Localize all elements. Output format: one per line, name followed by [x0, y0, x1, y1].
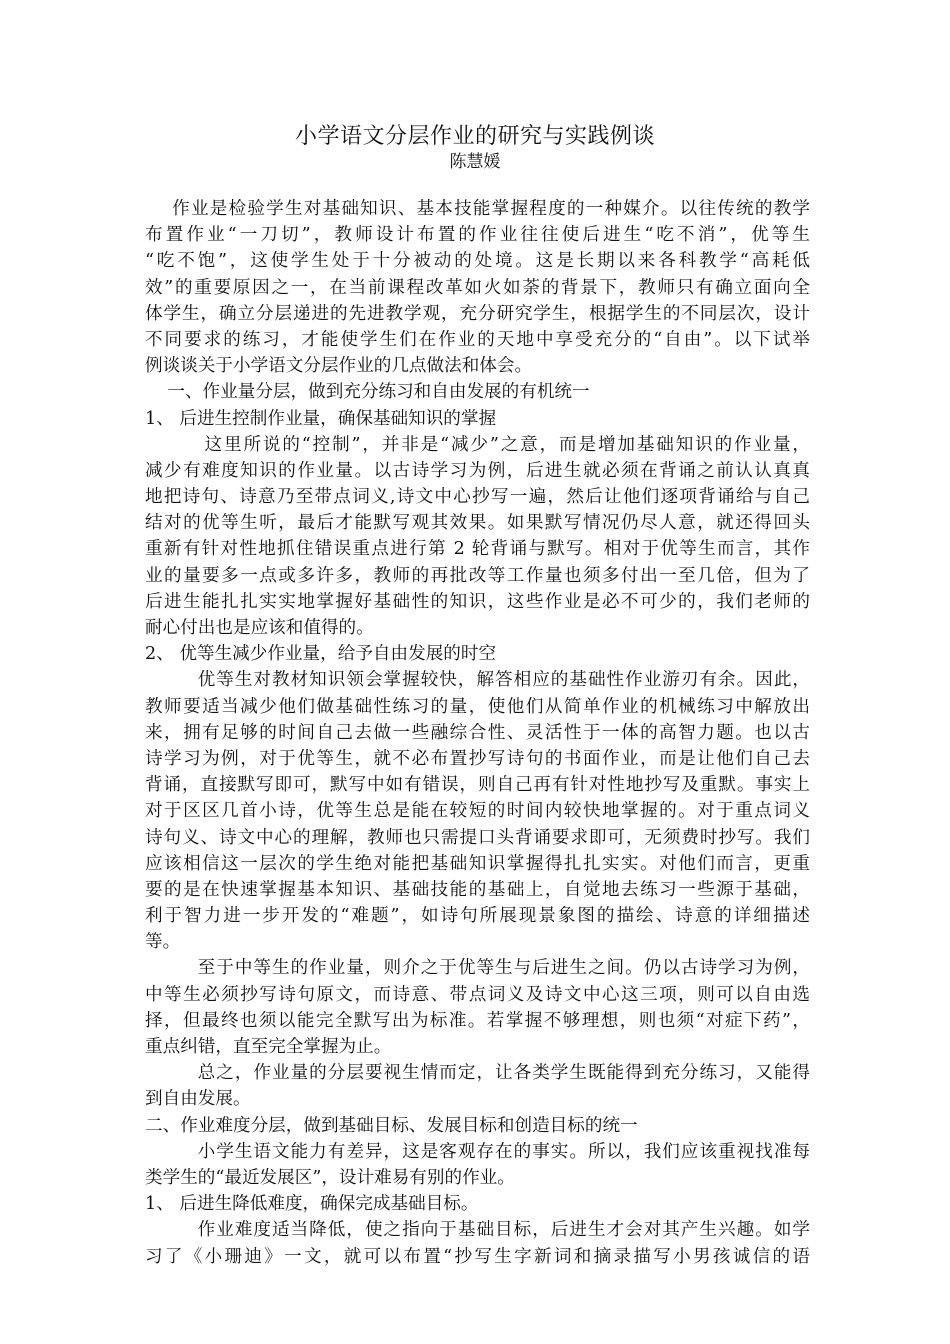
text-line: 体学生，确立分层递进的先进教学观，充分研究学生，根据学生的不同层次，设计 — [145, 303, 810, 324]
text-line: 总之，作业量的分层要视生情而定，让各类学生既能得到充分练习，又能得 — [145, 1063, 810, 1084]
text-line: 1、 后进生降低难度，确保完成基础目标。 — [145, 1194, 479, 1215]
text-line: 择，但最终也须以能完全默写出为标准。若掌握不够理想，则也须“对症下药”， — [145, 1010, 810, 1031]
document-title: 小学语文分层作业的研究与实践例谈 — [294, 124, 655, 149]
text-line: 来，拥有足够的时间自己去做一些融综合性、灵活性于一体的高智力题。也以古 — [145, 722, 810, 743]
text-line: 后进生能扎扎实实地掌握好基础性的知识，这些作业是必不可少的，我们老师的 — [145, 591, 810, 612]
text-line: 应该相信这一层次的学生绝对能把基础知识掌握得扎扎实实。对他们而言，更重 — [145, 853, 810, 874]
text-line: 作业是检验学生对基础知识、基本技能掌握程度的一种媒介。以往传统的教学 — [145, 199, 810, 219]
text-line: 背诵，直接默写即可，默写中如有错误，则自己再有针对性地抄写及重默。事实上 — [145, 775, 810, 796]
text-line: 一、作业量分层，做到充分练习和自由发展的有机统一 — [145, 382, 590, 403]
text-line: 要的是在快速掌握基本知识、基础技能的基础上，自觉地去练习一些源于基础， — [145, 879, 810, 900]
text-line: 二、作业难度分层，做到基础目标、发展目标和创造目标的统一 — [145, 1115, 638, 1136]
text-line: 效”的重要原因之一，在当前课程改革如火如荼的背景下，教师只有确立面向全 — [145, 277, 810, 298]
text-line: 这里所说的“控制”，并非是“减少”之意，而是增加基础知识的作业量， — [145, 434, 810, 455]
text-line: 例谈谈关于小学语文分层作业的几点做法和体会。 — [145, 356, 533, 377]
text-line: 布置作业“一刀切”，教师设计布置的作业往往使后进生“吃不消”，优等生 — [145, 225, 810, 246]
text-line: 优等生对教材知识领会掌握较快，解答相应的基础性作业游刃有余。因此， — [145, 670, 810, 691]
text-line: 诗学习为例，对于优等生，就不必布置抄写诗句的书面作业，而是让他们自己去 — [145, 748, 810, 769]
text-line: “吃不饱”，这使学生处于十分被动的处境。这是长期以来各科教学“高耗低 — [145, 251, 810, 272]
text-line: 1、 后进生控制作业量，确保基础知识的掌握 — [145, 408, 497, 429]
text-line: 减少有难度知识的作业量。以古诗学习为例，后进生就必须在背诵之前认认真真 — [145, 460, 810, 481]
text-line: 习了《小珊迪》一文，就可以布置“抄写生字新词和摘录描写小男孩诚信的语 — [145, 1246, 810, 1267]
text-line: 诗句义、诗文中心的理解，教师也只需提口头背诵要求即可，无须费时抄写。我们 — [145, 827, 810, 848]
text-line: 至于中等生的作业量，则介之于优等生与后进生之间。仍以古诗学习为例， — [145, 958, 810, 979]
text-line: 2、 优等生减少作业量，给予自由发展的时空 — [145, 644, 497, 665]
document-body — [145, 196, 810, 1270]
text-line: 利于智力进一步开发的“难题”，如诗句所展现景象图的描绘、诗意的详细描述 — [145, 906, 810, 927]
text-line: 类学生的“最近发展区”，设计难易有别的作业。 — [145, 1167, 515, 1188]
text-line: 教师要适当减少他们做基础性练习的量，使他们从简单作业的机械练习中解放出 — [145, 696, 810, 717]
text-line: 重点纠错，直至完全掌握为止。 — [145, 1037, 392, 1057]
text-line: 小学生语文能力有差异，这是客观存在的事实。所以，我们应该重视找准每 — [145, 1141, 810, 1162]
text-line: 到自由发展。 — [145, 1089, 251, 1110]
text-line: 业的量要多一点或多许多，教师的再批改等工作量也须多付出一至几倍，但为了 — [145, 565, 810, 586]
text-line: 对于区区几首小诗，优等生总是能在较短的时间内较快地掌握的。对于重点词义 — [145, 801, 810, 822]
author-name: 陈慧媛 — [449, 152, 501, 172]
text-line: 地把诗句、诗意乃至带点词义,诗文中心抄写一遍，然后让他们逐项背诵给与自己 — [145, 487, 810, 508]
text-line: 不同要求的练习，才能使学生们在作业的天地中享受充分的“自由”。以下试举 — [145, 329, 810, 350]
text-line: 结对的优等生听，最后才能默写观其效果。如果默写情况仍尽人意，就还得回头 — [145, 513, 810, 534]
text-line: 耐心付出也是应该和值得的。 — [145, 618, 374, 638]
text-line: 等。 — [145, 932, 181, 953]
text-line: 重新有针对性地抓住错误重点进行第 2 轮背诵与默写。相对于优等生而言，其作 — [145, 539, 810, 560]
text-line: 中等生必须抄写诗句原文，而诗意、带点词义及诗文中心这三项，则可以自由选 — [145, 984, 810, 1005]
text-line: 作业难度适当降低，使之指向于基础目标，后进生才会对其产生兴趣。如学 — [145, 1220, 810, 1241]
